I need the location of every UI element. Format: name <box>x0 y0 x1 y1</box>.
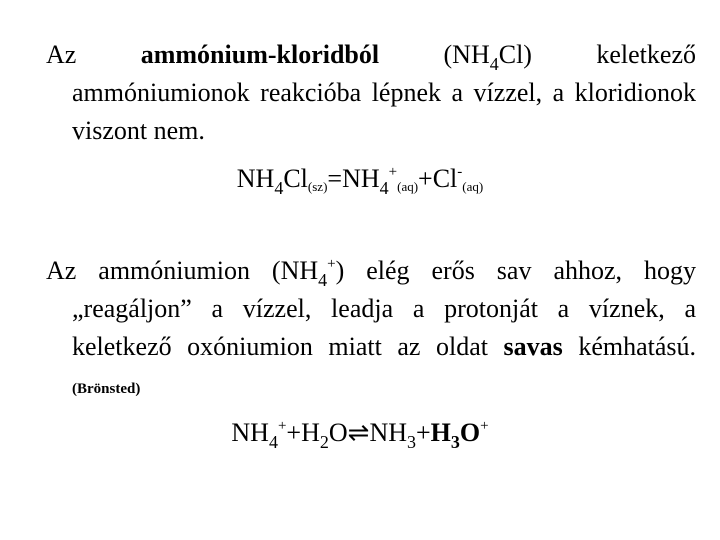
eq1-sub4: 4 <box>274 178 284 198</box>
p1-lead: Az <box>46 40 141 69</box>
p2-reference: (Brönsted) <box>72 381 141 397</box>
p2-sub4: 4 <box>318 270 328 290</box>
p1-bold-term: ammónium-kloridból <box>140 40 380 69</box>
eq2-sub4: 4 <box>268 432 278 452</box>
eq1-eq-sign: = <box>327 164 343 193</box>
eq1-cl2: Cl <box>432 164 458 193</box>
eq2-nh3: NH <box>369 418 407 447</box>
eq2-nh4: NH <box>231 418 269 447</box>
eq1-state-aq1: (aq) <box>397 179 419 194</box>
eq1-state-aq2: (aq) <box>462 179 484 194</box>
p2-sup-plus: + <box>327 256 336 272</box>
eq2-plus-h: +H <box>286 418 320 447</box>
eq2-o: O <box>328 418 348 447</box>
eq2-sub2: 2 <box>319 432 329 452</box>
paragraph-ammonium-ion <box>46 252 696 408</box>
eq1-plus: + <box>418 164 433 193</box>
p1-rest: keletkező ammóniumionok reakcióba lépnek a vízzel, a kloridionok viszont nem. <box>72 40 696 145</box>
paragraph-ammonium-chloride <box>46 36 696 150</box>
eq1-plus-charge: + <box>388 164 398 180</box>
eq1-nh2: NH <box>342 164 380 193</box>
eq2-h3o-o: O <box>459 418 481 447</box>
p1-formula-close: Cl) <box>498 40 532 69</box>
p2-lead: Az ammóniumion (NH <box>46 256 319 285</box>
p2-middle: ) elég erős sav ahhoz, hogy „reagáljon” a vízzel, leadja a protonját a víznek, a keletkező oxóniumion miatt az oldat <box>72 256 696 361</box>
eq2-h3o-charge: + <box>480 418 489 434</box>
eq2-plus: + <box>416 418 431 447</box>
eq2-sup-plus: + <box>277 418 287 434</box>
equation-hydrolysis <box>0 414 720 452</box>
equilibrium-arrow-icon: ⇌ <box>347 418 370 447</box>
eq1-sub4b: 4 <box>379 178 389 198</box>
eq1-minus-charge: - <box>457 164 463 180</box>
eq2-sub3: 3 <box>407 432 416 452</box>
equation-dissolution <box>0 160 720 198</box>
eq1-state-sz: (sz) <box>307 179 328 194</box>
eq2-h3o-sub: 3 <box>450 432 460 452</box>
eq2-h3o-h: H <box>430 418 451 447</box>
p2-tail: kémhatású. <box>562 332 696 361</box>
p2-bold-term: savas <box>503 332 563 361</box>
eq1-nh: NH <box>236 164 275 193</box>
p1-formula-open: (NH <box>379 40 490 69</box>
p1-formula-sub: 4 <box>489 54 499 74</box>
eq1-cl: Cl <box>283 164 308 193</box>
